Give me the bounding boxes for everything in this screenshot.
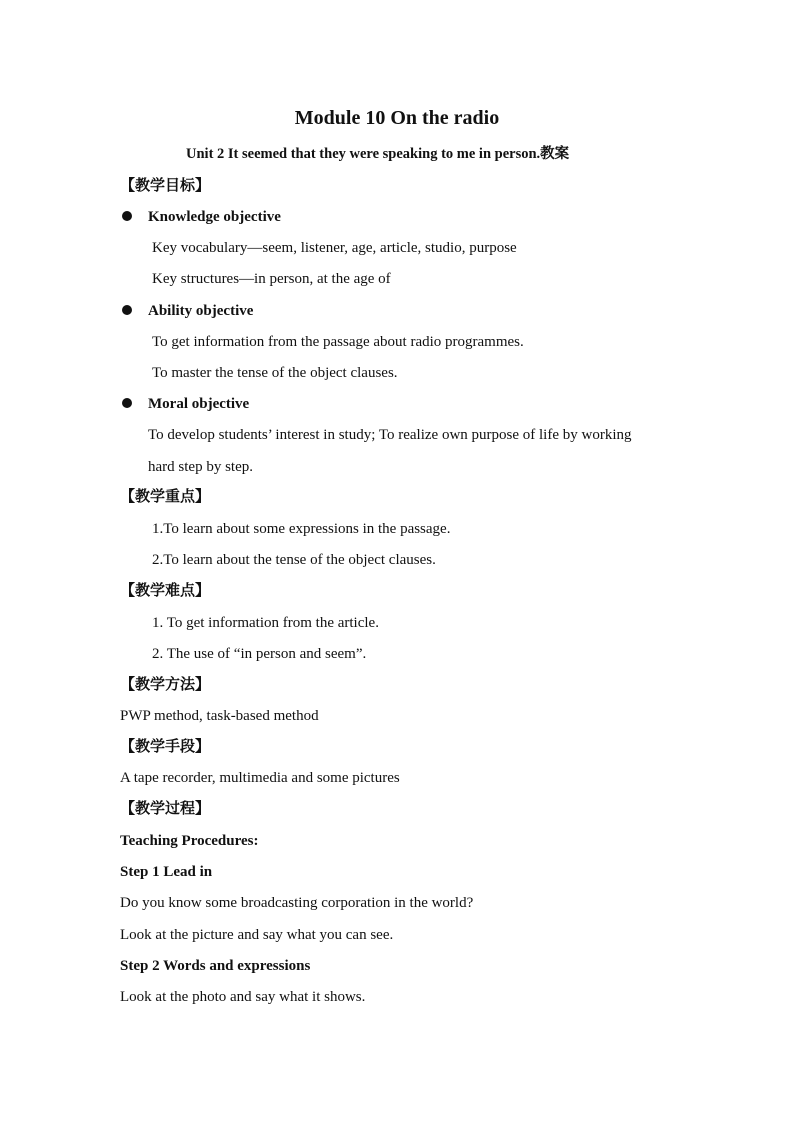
difficulties-heading: 【教学难点】 xyxy=(120,583,211,599)
methods-heading: 【教学方法】 xyxy=(120,677,211,693)
key-point-2: 2.To learn about the tense of the object clauses. xyxy=(152,552,436,568)
difficulty-2: 2. The use of “in person and seem”. xyxy=(152,646,367,662)
objectives-heading: 【教学目标】 xyxy=(120,178,211,194)
moral-line-1: To develop students’ interest in study; To realize own purpose of life by working xyxy=(148,427,632,443)
methods-text: PWP method, task-based method xyxy=(120,708,319,724)
step1-line-1: Do you know some broadcasting corporation in the world? xyxy=(120,895,474,911)
aids-text: A tape recorder, multimedia and some pictures xyxy=(120,770,400,786)
page-title: Module 10 On the radio xyxy=(294,107,500,129)
ability-line-2: To master the tense of the object clauses. xyxy=(152,365,398,381)
aids-heading: 【教学手段】 xyxy=(120,739,211,755)
key-points-heading: 【教学重点】 xyxy=(120,489,211,505)
bullet-icon xyxy=(122,305,132,315)
ability-line-1: To get information from the passage about radio programmes. xyxy=(152,334,524,350)
step1-line-2: Look at the picture and say what you can see. xyxy=(120,927,394,943)
moral-objective-label: Moral objective xyxy=(148,396,250,412)
difficulty-1: 1. To get information from the article. xyxy=(152,615,379,631)
bullet-icon xyxy=(122,398,132,408)
bullet-icon xyxy=(122,211,132,221)
key-point-1: 1.To learn about some expressions in the passage. xyxy=(152,521,451,537)
key-structures: Key structures—in person, at the age of xyxy=(152,271,391,287)
ability-objective-label: Ability objective xyxy=(148,303,254,319)
key-vocabulary: Key vocabulary—seem, listener, age, article, studio, purpose xyxy=(152,240,517,256)
moral-line-2: hard step by step. xyxy=(148,459,253,475)
procedures-label: Teaching Procedures: xyxy=(120,833,259,849)
process-heading: 【教学过程】 xyxy=(120,801,211,817)
step1-label: Step 1 Lead in xyxy=(120,864,213,880)
step2-line-1: Look at the photo and say what it shows. xyxy=(120,989,366,1005)
knowledge-objective-label: Knowledge objective xyxy=(148,209,281,225)
page-subtitle: Unit 2 It seemed that they were speaking to me in person.教案 xyxy=(186,146,570,162)
step2-label: Step 2 Words and expressions xyxy=(120,958,311,974)
